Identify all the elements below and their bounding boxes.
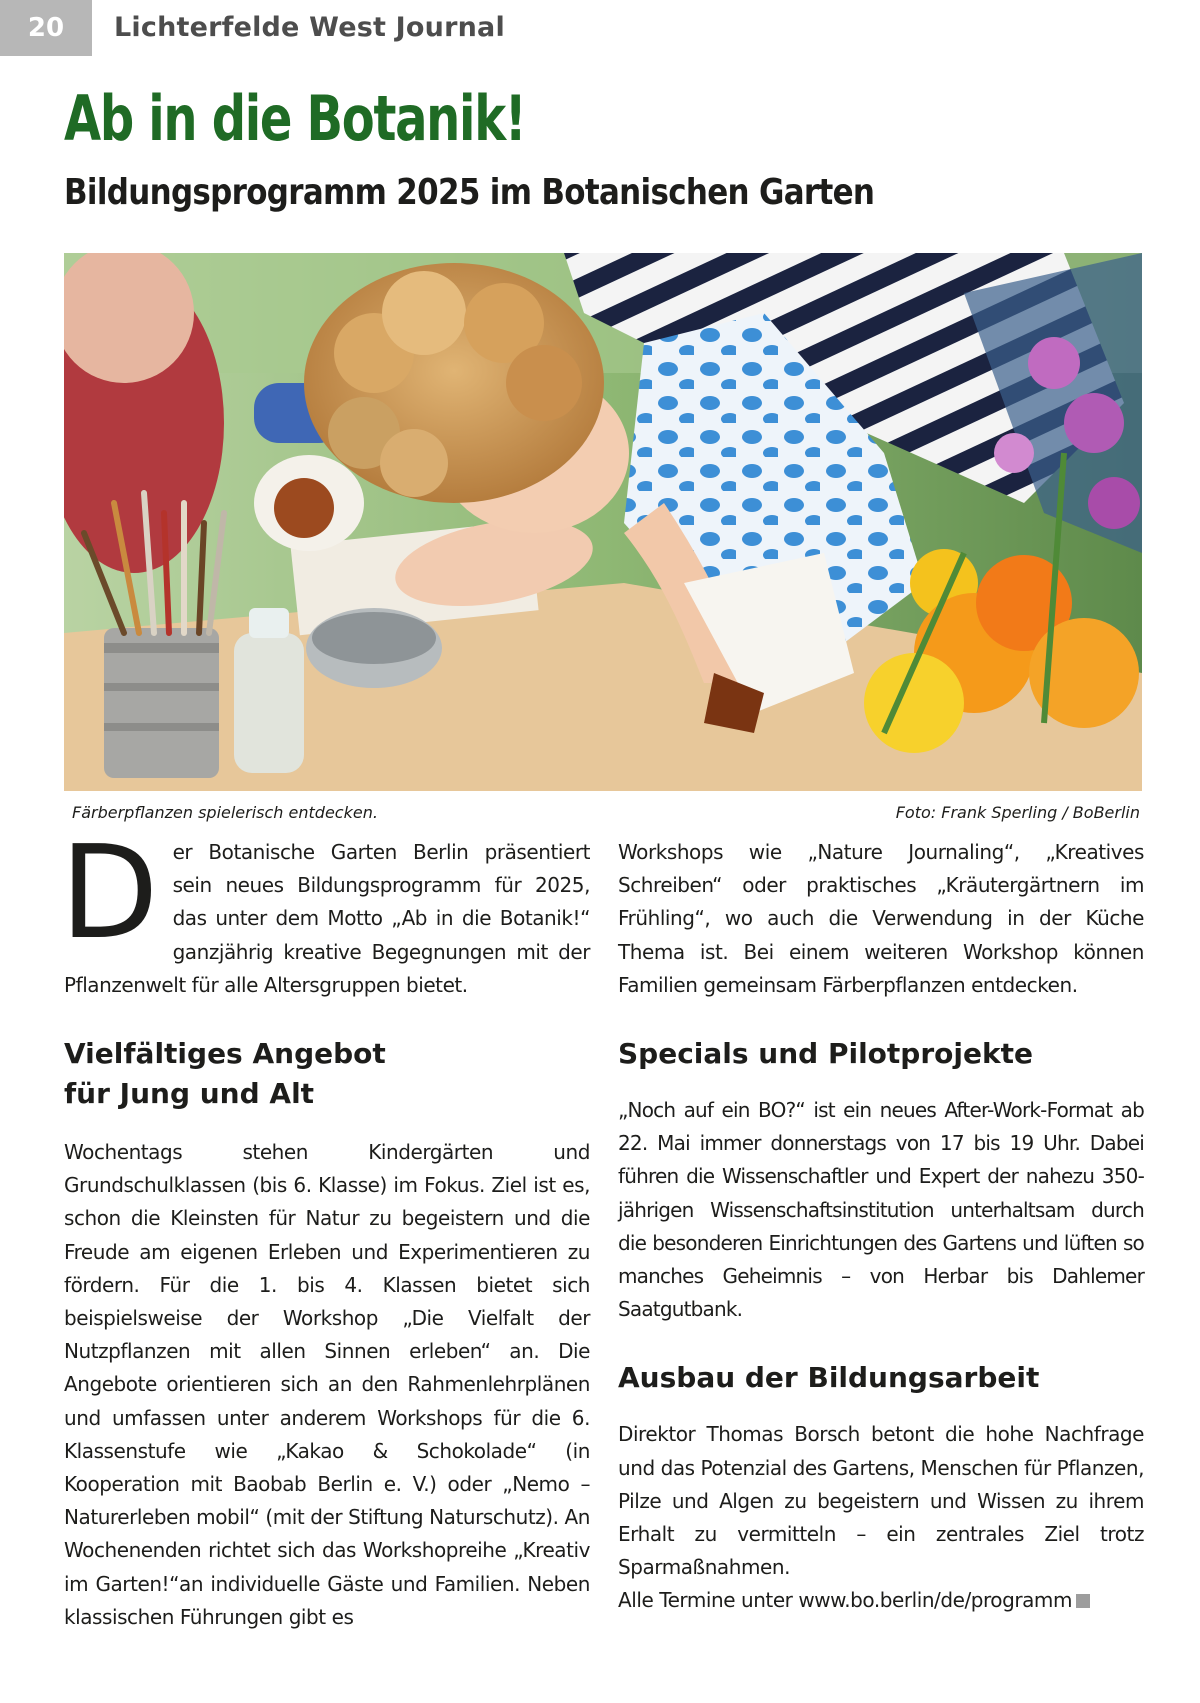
- page-number: 20: [27, 13, 65, 43]
- section-heading-angebot-line2: für Jung und Alt: [64, 1077, 315, 1111]
- drop-cap: D: [60, 819, 159, 968]
- photo-credit: Foto: Frank Sperling / BoBerlin: [895, 803, 1140, 822]
- photo-caption: Färberpflanzen spielerisch entdecken.: [72, 803, 378, 822]
- section-heading-angebot-line1: Vielfältiges Angebot: [64, 1037, 386, 1071]
- end-of-article-mark: [1076, 1594, 1090, 1608]
- section-body-bildungsarbeit-text: Direktor Thomas Borsch betont die hohe Nachfrage und das Potenzial des Gartens, Menschen für Pflanzen, Pilze und Algen zu begeistern und Wissen zu ihrem Erhalt zu vermitteln – ein zentrales Ziel trotz Sparmaßnahmen.: [618, 1422, 1145, 1580]
- intro-paragraph: [60, 819, 590, 1002]
- article-column-right: [618, 836, 1144, 1618]
- article-photo: [64, 253, 1142, 791]
- page-number-tab: [0, 0, 92, 56]
- section-body-bildungsarbeit: [618, 1418, 1144, 1617]
- article-column-left: [60, 819, 590, 1634]
- photo-child-with-dye-plants: [64, 253, 1142, 791]
- intro-text: er Botanische Garten Berlin präsentiert sein neues Bildungsprogramm für 2025, das unter dem Motto „Ab in die Botanik!“ ganzjährig kreative Begegnungen mit der Pflanzenwelt für alle Altersgruppen bietet.: [64, 840, 590, 997]
- section-heading-bildungsarbeit: Ausbau der Bildungsarbeit: [618, 1361, 1040, 1395]
- section-body-angebot: Wochentags stehen Kindergärten und Grundschulklassen (bis 6. Klasse) im Fokus. Ziel ist es, schon die Kleinsten für Natur zu begeistern und die Freude am eigenen Erleben und Experimentieren zu fördern. Für die 1. bis 4. Klassen bietet sich beispielsweise der Workshop „Die Vielfalt der Nutzpflanzen mit allen Sinnen erleben“ an. Die Angebote orientieren sich an den Rahmenlehrplänen und umfassen unter anderem Workshops für die 6. Klassenstufe wie „Kakao & Schokolade“ (in Kooperation mit Baobab Berlin e. V.) oder „Nemo – Naturerleben mobil“ (mit der Stiftung Naturschutz). An Wochenenden richtet sich das Workshopreihe „Kreativ im Garten!“an individuelle Gäste und Familien. Neben klassischen Führungen gibt es: [64, 1140, 590, 1629]
- journal-name: Lichterfelde West Journal: [114, 12, 505, 43]
- program-link-line: Alle Termine unter www.bo.berlin/de/programm: [618, 1588, 1072, 1613]
- section-body-specials: „Noch auf ein BO?“ ist ein neues After-Work-Format ab 22. Mai immer donnerstags von 17 bis 19 Uhr. Dabei führen die Wissenschaftler und Expert der nahezu 350-jährigen Wissenschaftsinstitution unterhaltsam durch die besonderen Einrichtungen des Gartens und lüften so manches Geheimnis – von Herbar bis Dahlemer Saatgutbank.: [618, 1098, 1144, 1322]
- continuation-paragraph: Workshops wie „Nature Journaling“, „Kreatives Schreiben“ oder praktisches „Kräutergärtnern im Frühling“, wo auch die Verwendung in der Küche Thema ist. Bei einem weiteren Workshop können Familien gemeinsam Färberpflanzen entdecken.: [618, 840, 1144, 997]
- section-heading-specials: Specials und Pilotprojekte: [618, 1037, 1033, 1071]
- article-headline: Ab in die Botanik!: [64, 82, 526, 155]
- article-subheadline: Bildungsprogramm 2025 im Botanischen Garten: [64, 172, 875, 213]
- section-heading-angebot: [64, 1034, 590, 1114]
